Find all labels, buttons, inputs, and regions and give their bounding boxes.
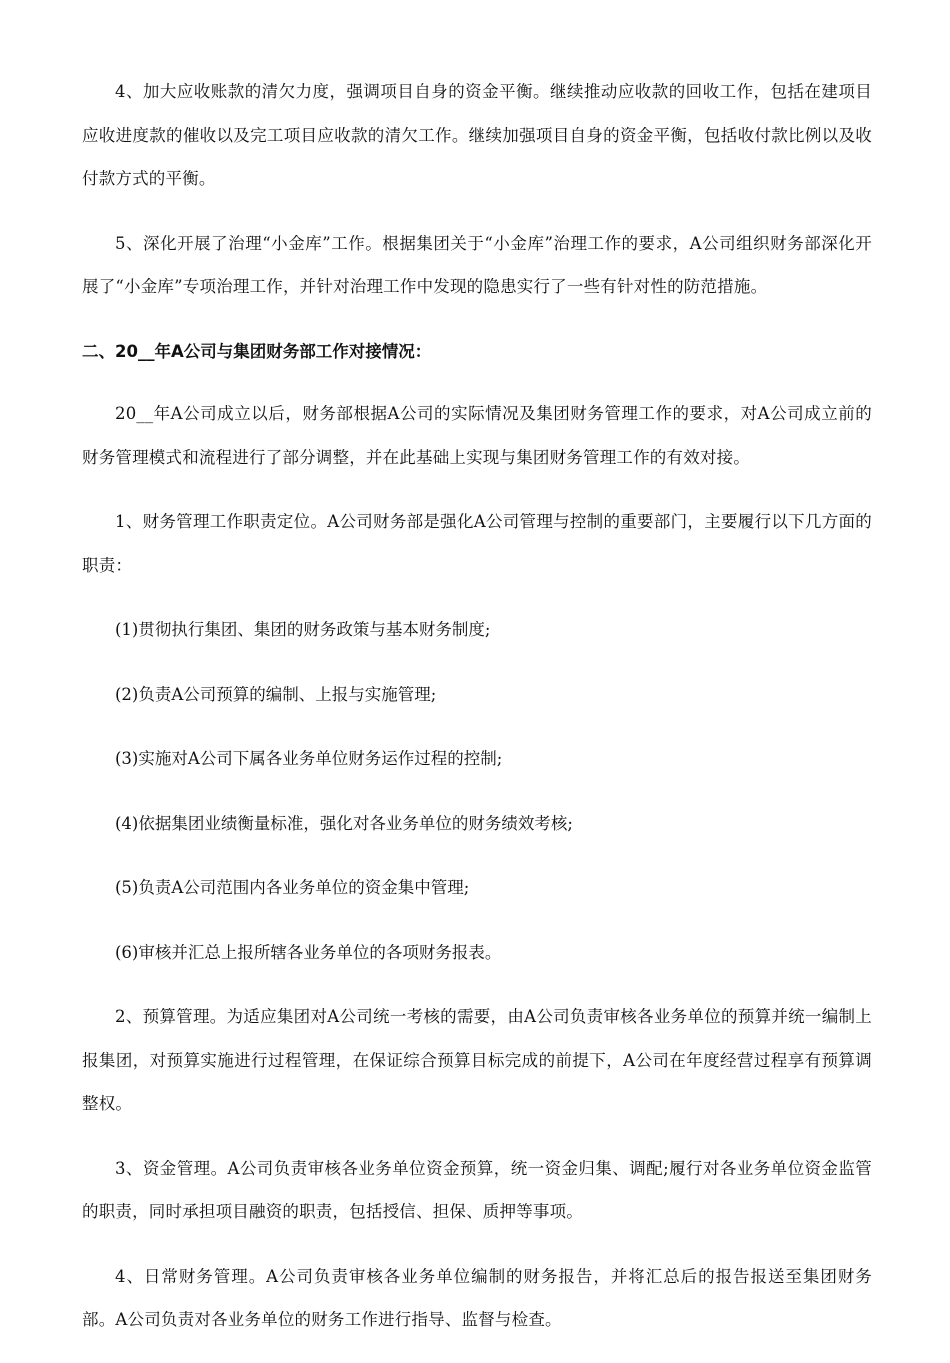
list-item-duty-6: (6)审核并汇总上报所辖各业务单位的各项财务报表。 [115,942,502,962]
list-item-duty-1: (1)贯彻执行集团、集团的财务政策与基本财务制度; [115,620,491,639]
paragraph-small-treasury: 5、深化开展了治理“小金库”工作。根据集团关于“小金库”治理工作的要求，A公司组织财务部深化开展了“小金库”专项治理工作，并针对治理工作中发现的隐患实行了一些有针对性的防范措施。 [82,233,872,296]
list-item-duty-5: (5)负责A公司范围内各业务单位的资金集中管理; [115,878,470,897]
list-item-duty-4: (4)依据集团业绩衡量标准，强化对各业务单位的财务绩效考核; [115,813,573,833]
paragraph-fund-management: 3、资金管理。A公司负责审核各业务单位资金预算，统一资金归集、调配;履行对各业务单位资金监管的职责，同时承担项目融资的职责，包括授信、担保、质押等事项。 [82,1158,872,1221]
paragraph-daily-finance: 4、日常财务管理。A公司负责审核各业务单位编制的财务报告，并将汇总后的报告报送至集团财务部。A公司负责对各业务单位的财务工作进行指导、监督与检查。 [82,1266,872,1329]
document-page [82,70,872,1363]
paragraph-receivables: 4、加大应收账款的清欠力度，强调项目自身的资金平衡。继续推动应收款的回收工作，包括在建项目应收进度款的催收以及完工项目应收款的清欠工作。继续加强项目自身的资金平衡，包括收付款比例以及收付款方式的平衡。 [82,82,872,188]
paragraph-budget-management: 2、预算管理。为适应集团对A公司统一考核的需要，由A公司负责审核各业务单位的预算并统一编制上报集团，对预算实施进行过程管理，在保证综合预算目标完成的前提下，A公司在年度经营过程享有预算调整权。 [82,1007,872,1113]
section-heading: 二、20__年A公司与集团财务部工作对接情况： [82,341,432,361]
paragraph-duty-positioning: 1、财务管理工作职责定位。A公司财务部是强化A公司管理与控制的重要部门，主要履行以下几方面的职责： [82,512,872,575]
list-item-duty-2: (2)负责A公司预算的编制、上报与实施管理; [115,684,437,704]
paragraph-intro: 20__年A公司成立以后，财务部根据A公司的实际情况及集团财务管理工作的要求，对A公司成立前的财务管理模式和流程进行了部分调整，并在此基础上实现与集团财务管理工作的有效对接。 [82,404,872,467]
list-item-duty-3: (3)实施对A公司下属各业务单位财务运作过程的控制; [115,749,503,768]
